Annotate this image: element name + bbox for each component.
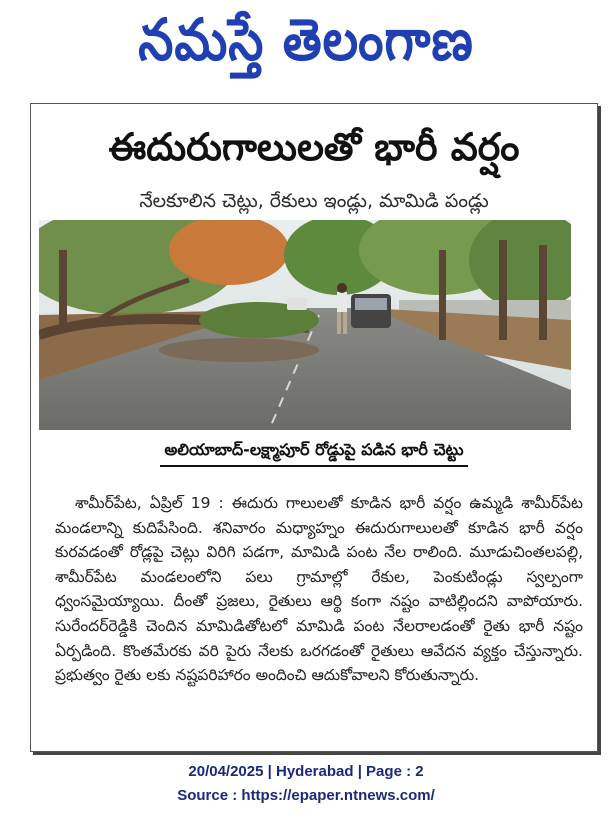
article-subheadline: నేలకూలిన చెట్లు, రేకులు ఇండ్లు, మామిడి పండ్లు: [139, 190, 489, 212]
photo-caption-wrapper: [31, 435, 597, 467]
article-headline: ఈదురుగాలులతో భారీ వర్షం: [108, 125, 520, 169]
article-body: శామీర్‌పేట, ఏప్రిల్ 19 : ఈదురు గాలులతో కూడిన భారీ వర్షం ఉమ్మడి శామీర్‌పేట మండలాన్ని కుదిపేసింది. శనివారం మధ్యాహ్నం ఈదురుగాలులతో కూడిన భారీ వర్షం కురవడంతో రోడ్లపై చెట్లు విరిగి పడగా, మామిడి పంట నేల రాలింది. మూడుచింతలపల్లి, శామీర్‌పేట మండలంలోని పలు గ్రామాల్లో రేకుల, పెంకుటిండ్లు స్వల్పంగా ధ్వంసమైయ్యాయి. దీంతో ప్రజలు, రైతులు ఆర్థి కంగా నష్టం వాటిల్లిందని వాపోయారు. సురేందర్‌రెడ్డికి చెందిన మామిడితోటలో మామిడి పంట నేలరాలడంతో రైతు భారీ నష్టం ఏర్పడింది. కొంతమేరకు వరి పైరు నేలకు ఒరగడంతో రైతులు ఆవేదన వ్యక్తం చేస్తున్నారు. ప్రభుత్వం రైతు లకు నష్టపరిహారం అందించి ఆదుకోవాలని కోరుతున్నారు.: [55, 494, 583, 685]
page-footer: [0, 760, 612, 808]
newspaper-logo: నమస్తే తెలంగాణ: [138, 6, 474, 74]
photo-caption: అలియాబాద్-లక్ష్మాపూర్ రోడ్డుపై పడిన భారీ చెట్టు: [160, 435, 467, 467]
article-clipping: [30, 103, 598, 752]
masthead: [0, 4, 612, 76]
article-photo: [39, 220, 571, 430]
fallen-tree-road-photo: [39, 220, 571, 430]
footer-dateline: 20/04/2025 | Hyderabad | Page : 2: [188, 763, 424, 780]
footer-source: Source : https://epaper.ntnews.com/: [177, 787, 435, 804]
